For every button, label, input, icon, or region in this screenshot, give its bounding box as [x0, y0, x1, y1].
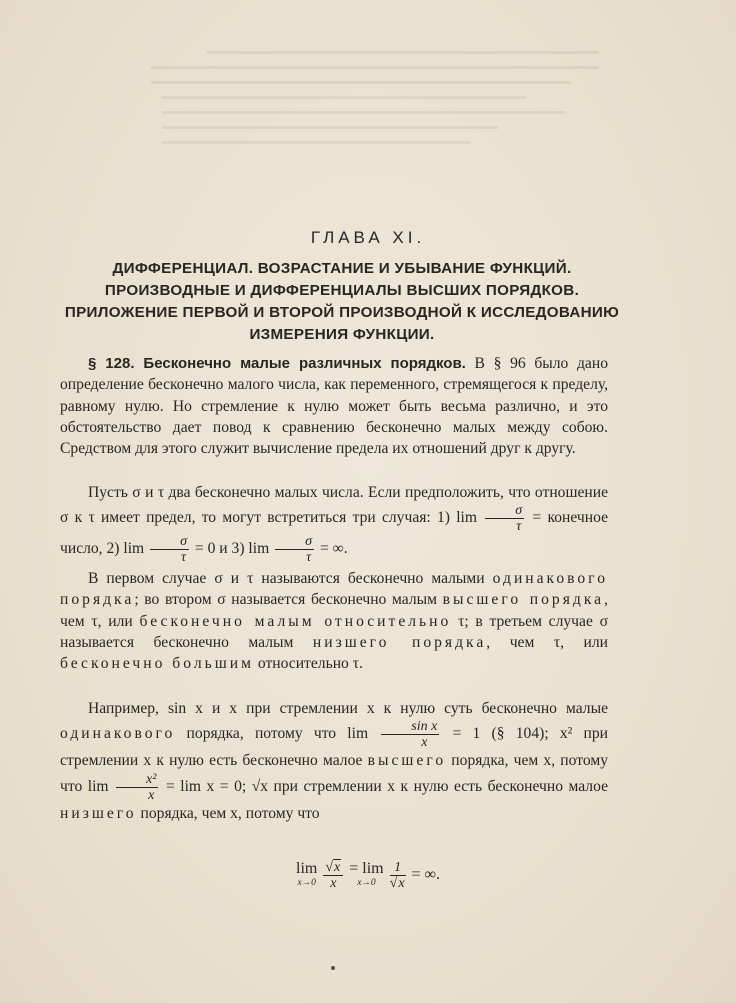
fraction-sigma-tau-1: $\frac{\sigma}{\tau}$ [485, 503, 524, 534]
p2-text-d: = ∞. [319, 540, 348, 558]
p3-text-f: относительно τ. [257, 655, 363, 673]
p4-spaced-2: высшего [367, 752, 447, 770]
p4-spaced-3: низшего [60, 804, 137, 822]
p3-text-c: , чем τ, или [60, 591, 609, 630]
fraction-x2-x: $\frac{\text{x²}}{x}$ [116, 772, 158, 803]
p3-spaced-4: низшего порядка [312, 633, 487, 651]
page-dot [331, 966, 335, 970]
lim-2: = lim x→0 [349, 859, 384, 888]
p1-text: В § 96 было дано определение бесконечно малого числа, как переменного, стремящегося к пределу, равному нулю. Но стремление к нулю может быть весьма различно, и это обстоятельство дает повод к сравнению бесконечно малых между собою. Средством для этого служит вычисление предела их отношений друг к другу. [60, 355, 609, 458]
p3-text-a: В первом случае σ и τ называются бесконечно малыми [88, 570, 485, 587]
chapter-label: ГЛАВА XI. [310, 228, 426, 247]
p4-text-c: = 1 (§ 104); x² при стремлении x к нулю есть бесконечно малое [60, 725, 608, 770]
fraction-1-sqrtx: $\frac{1}{√x}$ [389, 860, 405, 891]
p4-text-f: порядка, чем x, потому что [140, 804, 320, 822]
p2-text-b: = конечное число, 2) lim [60, 509, 608, 558]
fraction-sigma-tau-3: $\frac{\sigma}{\tau}$ [275, 534, 314, 565]
p4-text-a: Например, sin x и x при стремлении x к нулю суть бесконечно малые [88, 700, 608, 717]
p3-spaced-5: бесконечно большим [60, 655, 254, 673]
p3-text-b: ; во втором σ называется бесконечно малым [134, 591, 437, 609]
p3-text-e: , чем τ, или [486, 633, 608, 651]
paragraph-3 [60, 568, 608, 674]
p3-text-d: τ; в третьем случае σ называется бесконечно малым [60, 612, 609, 651]
lim-1: lim x→0 [296, 859, 318, 888]
fraction-sinx-x: $\frac{\text{sin x}}{x}$ [381, 719, 439, 750]
p2-text-c: = 0 и 3) lim [194, 540, 270, 558]
p4-text-d: порядка, чем x, потому что lim [60, 752, 608, 795]
p3-spaced-2: высшего порядка [442, 591, 605, 609]
final-formula [0, 860, 736, 891]
p4-spaced-1: одинакового [60, 725, 176, 743]
p2-text-a: Пусть σ и τ два бесконечно малых числа. Если предположить, что отношение σ к τ имеет предел, то могут встретиться три случая: 1) lim [60, 484, 608, 527]
p3-spaced-1: одинакового порядка [60, 570, 608, 609]
fraction-sigma-tau-2: $\frac{\sigma}{\tau}$ [150, 534, 189, 565]
fraction-sqrtx-x: $\frac{√x}{x}$ [323, 860, 343, 891]
paragraph-2 [60, 482, 608, 565]
p3-spaced-3: бесконечно малым относительно [139, 612, 452, 630]
bleed-through-text [95, 40, 655, 230]
section-heading: § 128. Бесконечно малые различных порядков. [88, 355, 466, 372]
paragraph-1 [60, 353, 608, 459]
paragraph-4 [60, 698, 608, 824]
final-result: = ∞. [411, 866, 440, 884]
p4-text-b: порядка, потому что lim [186, 725, 369, 743]
chapter-title: ДИФФЕРЕНЦИАЛ. ВОЗРАСТАНИЕ И УБЫВАНИЕ ФУНКЦИЙ. ПРОИЗВОДНЫЕ И ДИФФЕРЕНЦИАЛЫ ВЫСШИХ ПОРЯДКОВ. ПРИЛОЖЕНИЕ ПЕРВОЙ И ВТОРОЙ ПРОИЗВОДНОЙ К ИССЛЕДОВАНИЮ ИЗМЕРЕНИЯ ФУНКЦИИ. [64, 260, 620, 343]
p4-text-e: = lim x = 0; √x при стремлении x к нулю есть бесконечно малое [165, 777, 608, 795]
